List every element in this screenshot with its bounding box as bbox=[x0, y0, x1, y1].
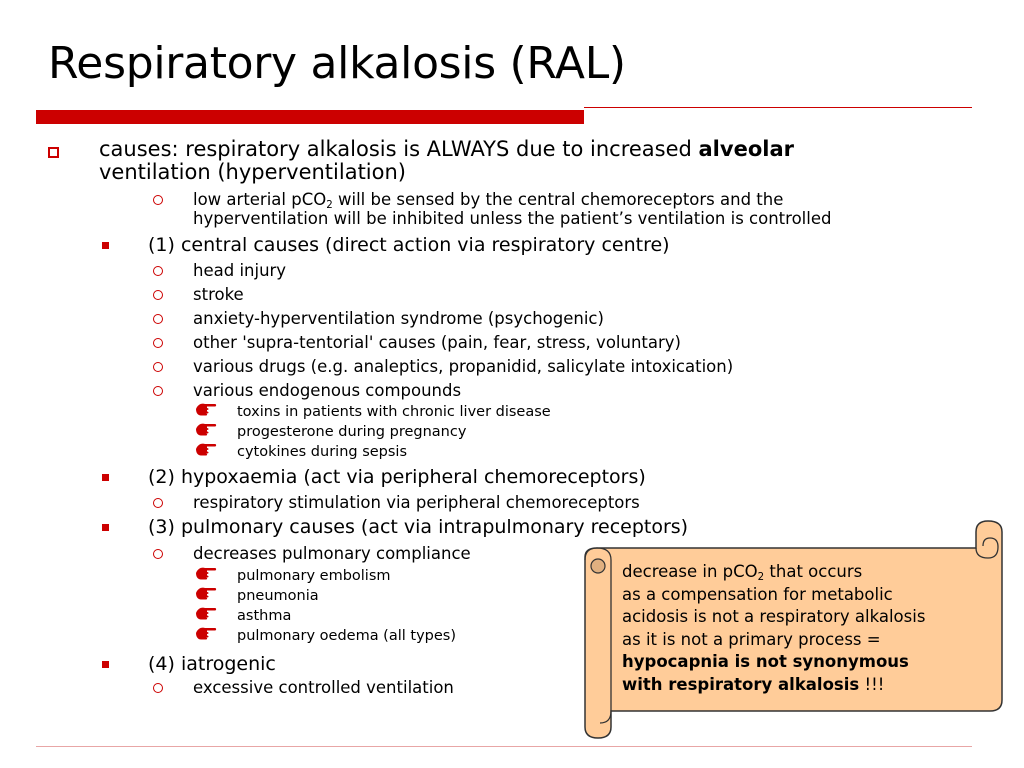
pulmonary-oedema: pulmonary oedema (all types) bbox=[237, 628, 456, 644]
stroke: stroke bbox=[193, 285, 244, 304]
pco2-subscript: 2 bbox=[326, 200, 333, 212]
scroll-callout-text bbox=[622, 561, 982, 696]
slide-title: Respiratory alkalosis (RAL) bbox=[48, 38, 626, 89]
respiratory-stimulation: respiratory stimulation via peripheral chemoreceptors bbox=[193, 493, 640, 512]
pco2-text: low arterial pCO bbox=[193, 190, 327, 209]
anxiety: anxiety-hyperventilation syndrome (psychogenic) bbox=[193, 309, 604, 328]
note-line2: as a compensation for metabolic bbox=[622, 584, 893, 604]
note-line5 bbox=[622, 651, 982, 674]
note-bold-text: hypocapnia is not synonymous bbox=[622, 652, 909, 671]
pco2-text-post: will be sensed by the central chemoreceptors and the bbox=[332, 190, 784, 209]
note-bold-text: with respiratory alkalosis bbox=[622, 674, 860, 694]
note-line3: acidosis is not a respiratory alkalosis bbox=[622, 607, 926, 626]
head-injury: head injury bbox=[193, 261, 287, 280]
note-line6 bbox=[622, 674, 982, 697]
causes-bold-text: alveolar bbox=[698, 137, 794, 161]
note-text-post: that occurs bbox=[764, 562, 863, 581]
asthma: asthma bbox=[237, 608, 292, 624]
various-drugs: various drugs (e.g. analeptics, propanidid, salicylate intoxication) bbox=[193, 357, 734, 376]
cytokines: cytokines during sepsis bbox=[237, 444, 408, 460]
central-causes: (1) central causes (direct action via respiratory centre) bbox=[148, 234, 670, 256]
decreases-compliance: decreases pulmonary compliance bbox=[193, 544, 471, 563]
note-line4: as it is not a primary process = bbox=[622, 629, 881, 649]
hypoxaemia: (2) hypoxaemia (act via peripheral chemoreceptors) bbox=[148, 466, 646, 488]
progesterone: progesterone during pregnancy bbox=[237, 424, 467, 440]
excessive-ventilation: excessive controlled ventilation bbox=[193, 678, 454, 697]
pco2-line2: hyperventilation will be inhibited unless the patient’s ventilation is controlled bbox=[193, 209, 832, 228]
note-exclamation: !!! bbox=[859, 674, 885, 694]
pulmonary-embolism: pulmonary embolism bbox=[237, 568, 391, 584]
toxins: toxins in patients with chronic liver disease bbox=[237, 404, 551, 420]
footer-rule bbox=[36, 746, 972, 747]
note-line1 bbox=[622, 561, 982, 584]
causes-text: causes: respiratory alkalosis is ALWAYS due to increased bbox=[99, 137, 699, 161]
pulmonary-causes: (3) pulmonary causes (act via intrapulmonary receptors) bbox=[148, 516, 689, 538]
supra-tentorial: other 'supra-tentorial' causes (pain, fear, stress, voluntary) bbox=[193, 333, 681, 352]
iatrogenic: (4) iatrogenic bbox=[148, 653, 276, 675]
endogenous-compounds: various endogenous compounds bbox=[193, 381, 462, 400]
note-text: decrease in pCO bbox=[622, 562, 758, 581]
pneumonia: pneumonia bbox=[237, 588, 319, 604]
note-subscript: 2 bbox=[757, 572, 765, 584]
causes-line2: ventilation (hyperventilation) bbox=[99, 160, 406, 184]
